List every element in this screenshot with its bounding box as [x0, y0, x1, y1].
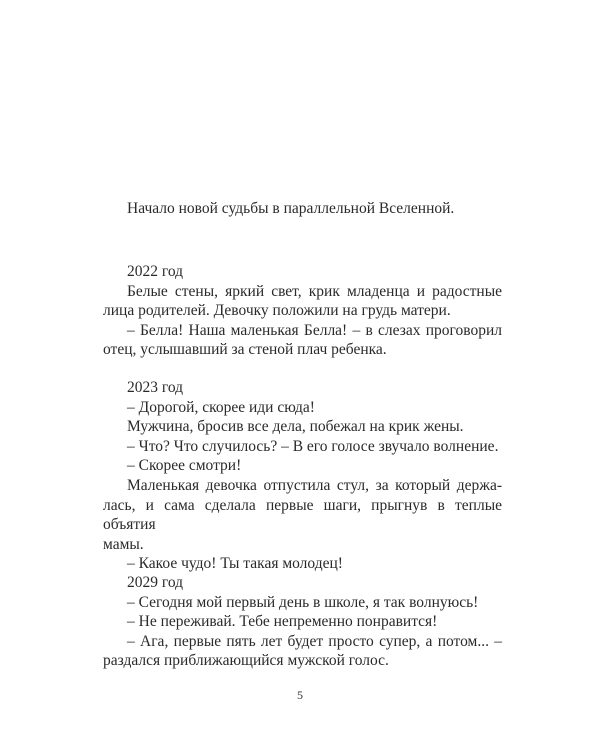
paragraph-line: Маленькая девочка отпустила стул, за который держа- [127, 476, 502, 494]
paragraph-line: – Белла! Наша маленькая Белла! – в слезах проговорил [127, 321, 502, 339]
section-year: 2029 год [127, 574, 184, 591]
section-2029 [103, 573, 502, 671]
paragraph-line: – Что? Что случилось? – В его голосе звучало волнение. [127, 437, 499, 455]
paragraph-line: Белые стены, яркий свет, крик младенца и радостные [127, 282, 502, 300]
paragraph-line: раздался приближающийся мужской голос. [103, 652, 389, 670]
section-year: 2022 год [127, 263, 184, 280]
paragraph-line: – Скорее смотри! [127, 457, 242, 475]
paragraph-line: – Ага, первые пять лет будет просто супер, а потом... – [127, 632, 502, 650]
paragraph-line: – Не переживай. Тебе непременно понравится! [127, 613, 438, 631]
paragraph-line: отец, услышавший за стеной плач ребенка. [103, 341, 387, 359]
paragraph-line: – Какое чудо! Ты такая молодец! [127, 555, 343, 573]
paragraph-line: лась, и сама сделала первые шаги, прыгнув в теплые объятия [103, 496, 502, 534]
paragraph-line: лица родителей. Девочку положили на грудь матери. [103, 302, 451, 320]
section-2023 [103, 378, 502, 574]
section-2022 [103, 262, 502, 360]
intro-line: Начало новой судьбы в параллельной Вселенной. [127, 200, 455, 217]
paragraph-line: Мужчина, бросив все дела, побежал на крик жены. [127, 418, 464, 436]
page-number: 5 [297, 688, 303, 702]
section-year: 2023 год [127, 379, 184, 396]
paragraph-line: – Сегодня мой первый день в школе, я так волнуюсь! [127, 593, 479, 611]
paragraph-line: – Дорогой, скорее иди сюда! [127, 398, 315, 416]
paragraph-line: мамы. [103, 535, 144, 553]
